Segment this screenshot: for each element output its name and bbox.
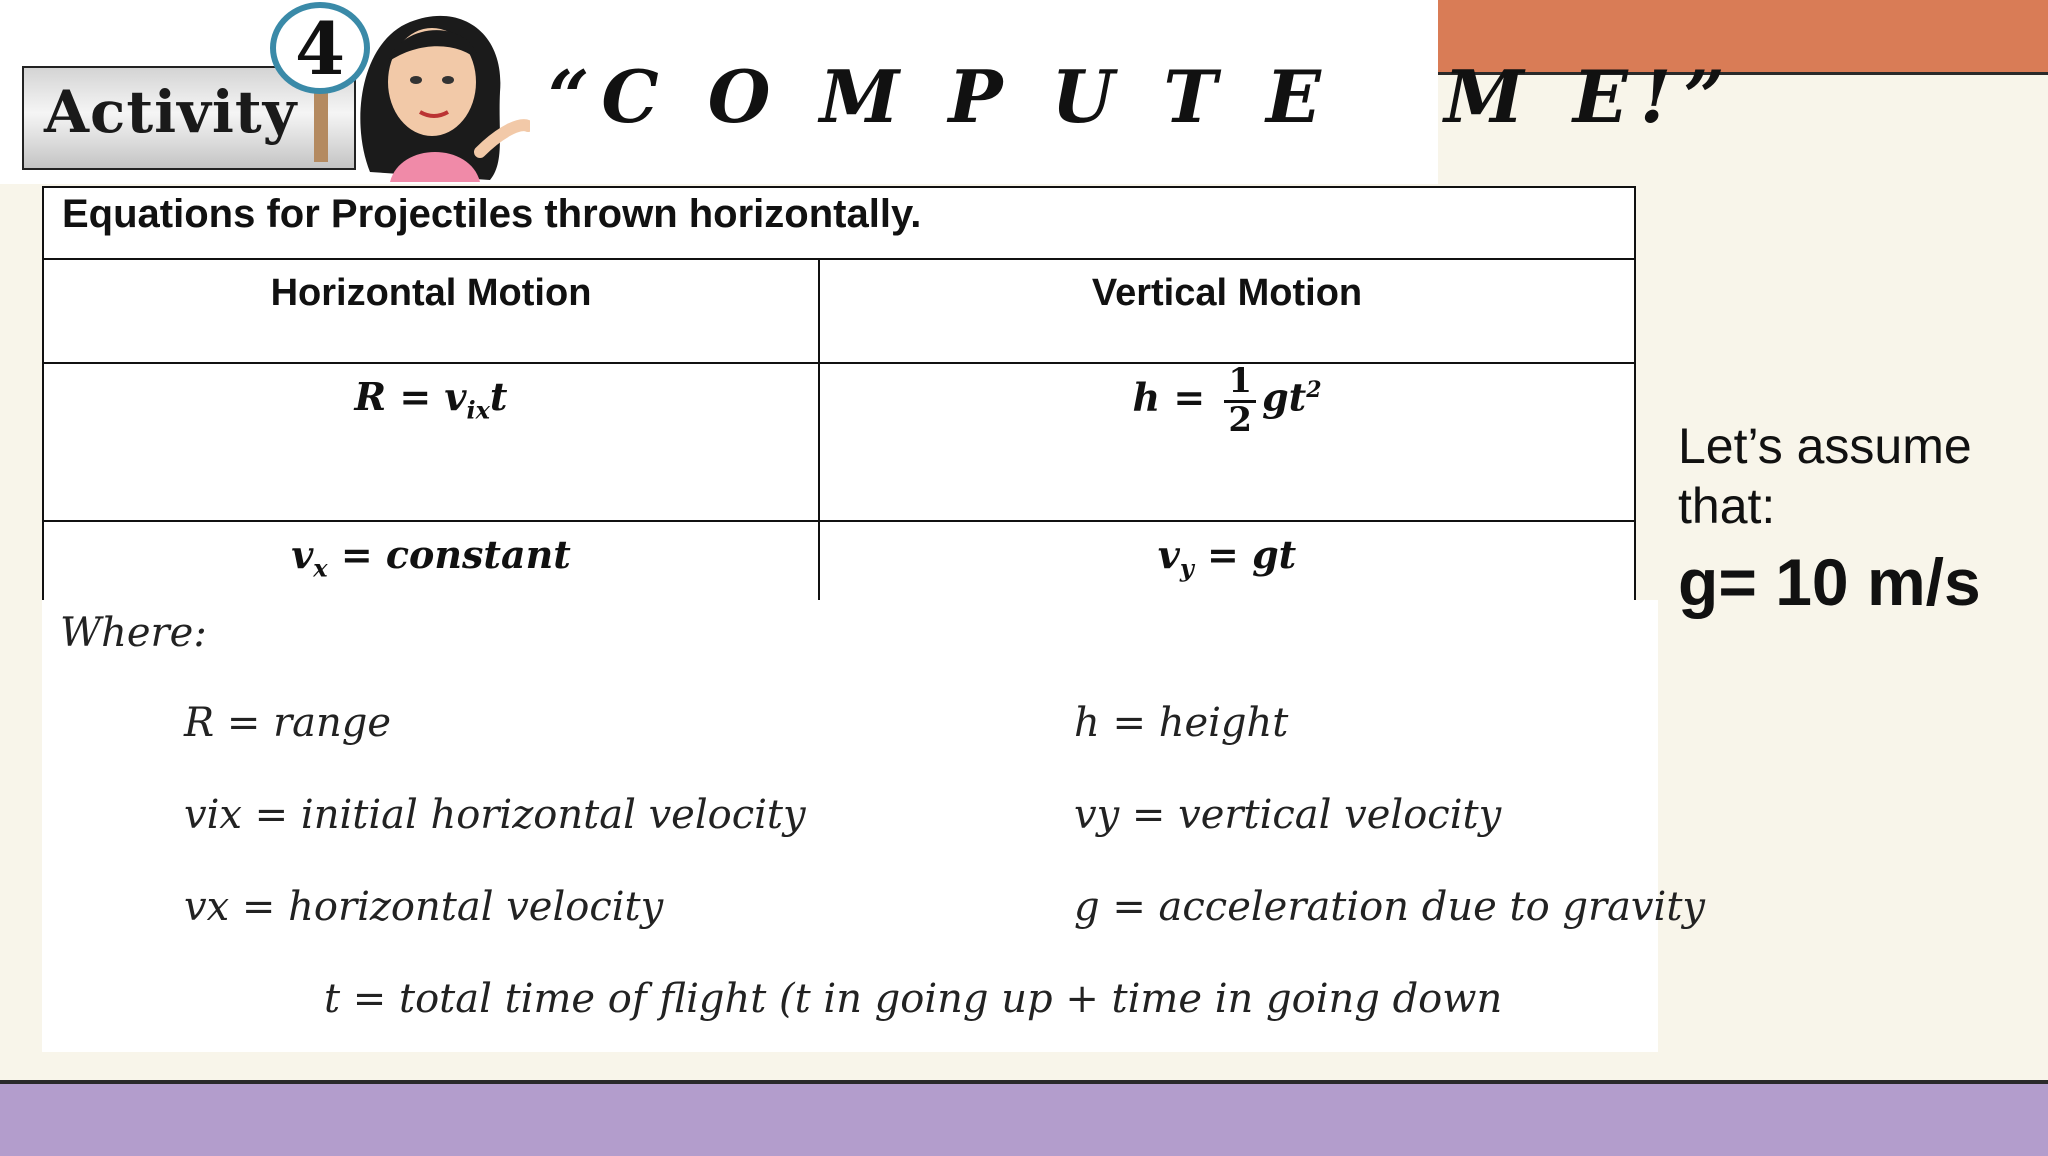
activity-header (0, 0, 1737, 184)
definitions-panel (42, 600, 1705, 1052)
teacher-avatar-icon (330, 2, 530, 182)
definition-vertical-velocity: vy = vertical velocity (1074, 792, 1502, 838)
where-heading: Where: (60, 610, 207, 656)
definition-initial-horizontal-velocity: vix = initial horizontal velocity (184, 792, 806, 838)
definition-range: R = range (184, 700, 392, 746)
column-header-horizontal: Horizontal Motion (43, 259, 819, 363)
horizontal-velocity-equation: $v_x$ = constant (43, 521, 819, 636)
table-caption: Equations for Projectiles thrown horizontally. (43, 187, 1635, 259)
sign-stick (314, 92, 328, 162)
range-equation: $R = v_{ix}t$ (43, 363, 819, 521)
definition-gravity: g = acceleration due to gravity (1074, 884, 1705, 930)
height-equation: h = $\frac{1}{2}$ $gt^2$ (819, 363, 1635, 521)
definition-height: h = height (1074, 700, 1289, 746)
equations-table (42, 186, 1636, 636)
activity-number-badge: 4 (270, 2, 370, 94)
vertical-velocity-equation: $v_y$ = gt (819, 521, 1635, 636)
column-header-vertical: Vertical Motion (819, 259, 1635, 363)
one-half-fraction: $\frac{1}{2}$ (1224, 364, 1256, 438)
activity-title: “C O M P U T E M E!” (548, 54, 1737, 139)
definition-horizontal-velocity: vx = horizontal velocity (184, 884, 664, 930)
activity-label: Activity (44, 78, 298, 146)
assumption-text: Let’s assume that: (1678, 418, 1972, 534)
gravity-value: g= 10 m/s (1678, 545, 1981, 619)
definition-time: t = total time of flight (t in going up + time in going down (324, 976, 1503, 1022)
bottom-accent-bar (0, 1080, 2048, 1156)
